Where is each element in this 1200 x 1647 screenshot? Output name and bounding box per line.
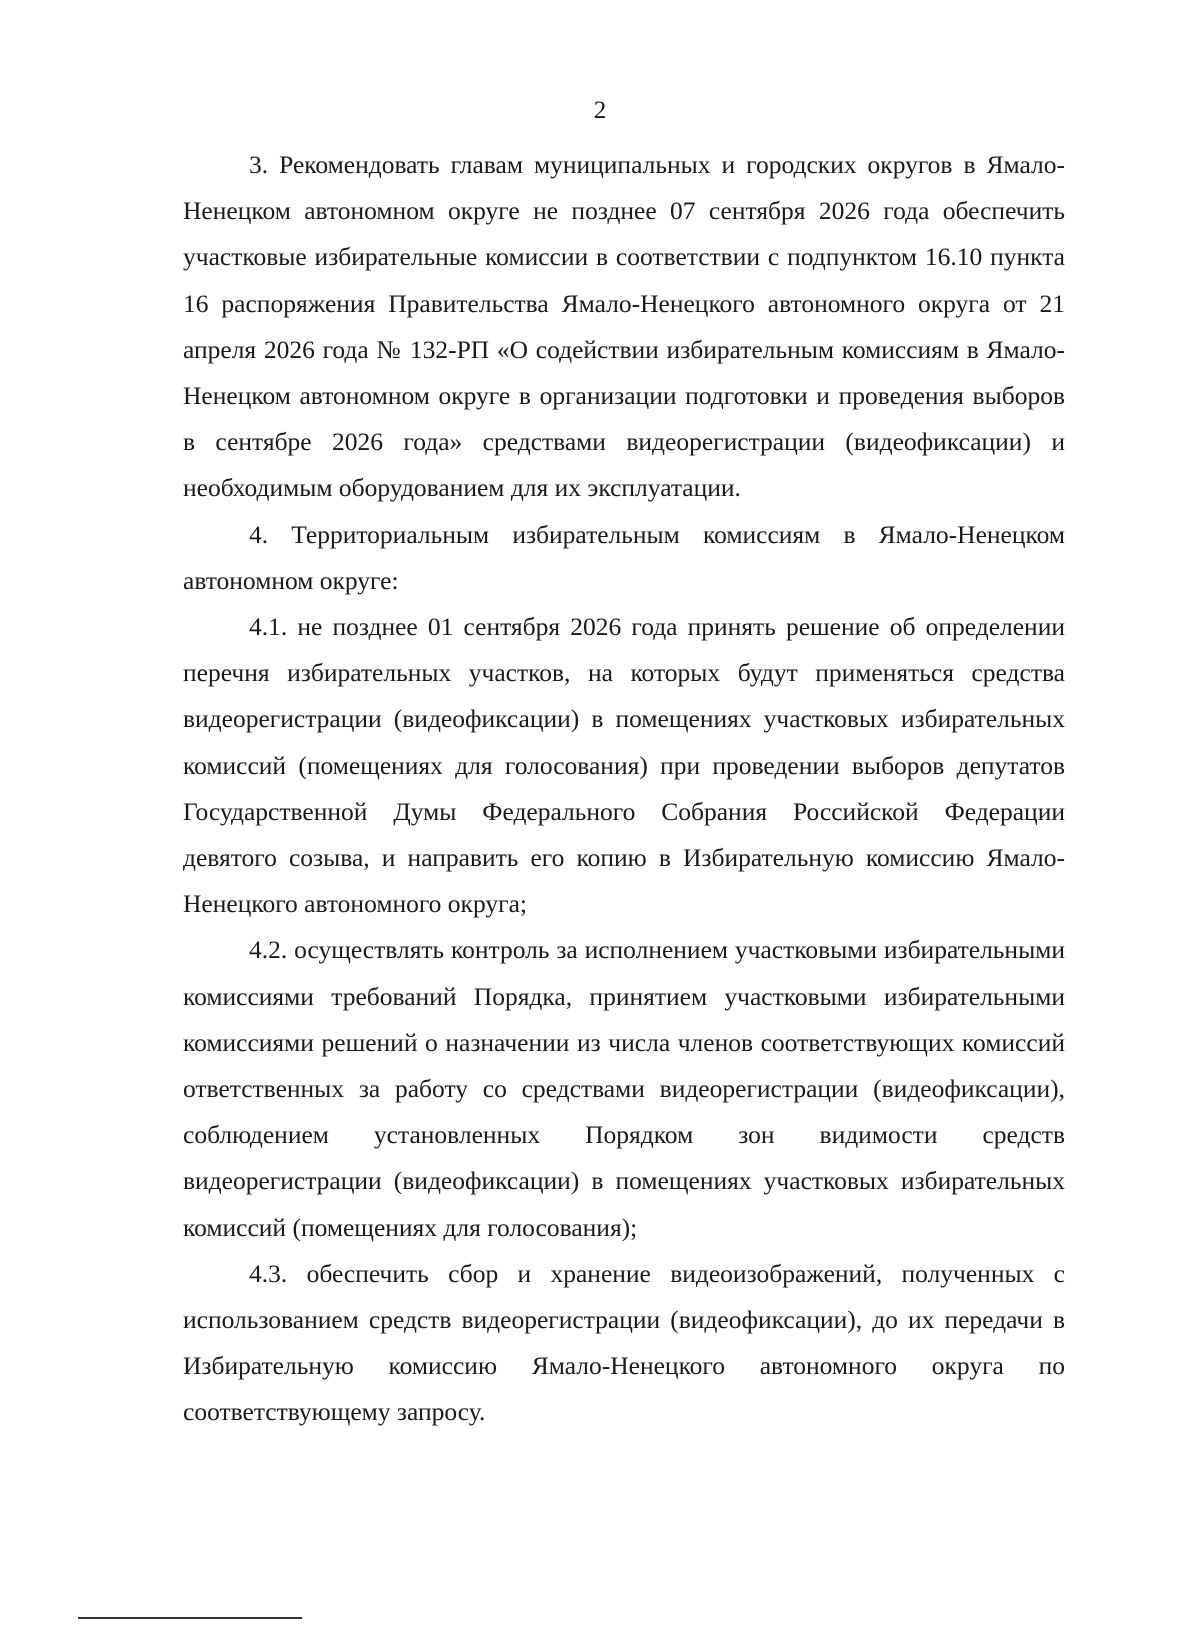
- paragraph-4-3: 4.3. обеспечить сбор и хранение видеоизображений, полученных с использованием средств видеорегистрации (видеофиксации), до их передачи в Избирательную комиссию Ямало-Ненецкого автономного округа по соответствующему запросу.: [183, 1258, 1065, 1427]
- document-body: [183, 142, 1065, 1436]
- paragraph-3: 3. Рекомендовать главам муниципальных и городских округов в Ямало-Ненецком автономном округе не позднее 07 сентября 2026 года обеспечить участковые избирательные комиссии в соответствии с подпунктом 16.10 пункта 16 распоряжения Правительства Ямало-Ненецкого автономного округа от 21 апреля 2026 года № 132-РП «О содействии избирательным комиссиям в Ямало-Ненецком автономном округе в организации подготовки и проведения выборов в сентябре 2026 года» средствами видеорегистрации (видеофиксации) и необходимым оборудованием для их эксплуатации.: [183, 150, 1065, 503]
- page-number: 2: [593, 97, 607, 124]
- paragraph-4-2: 4.2. осуществлять контроль за исполнением участковыми избирательными комиссиями требований Порядка, принятием участковыми избирательными комиссиями решений о назначении из числа членов соответствующих комиссий ответственных за работу со средствами видеорегистрации (видеофиксации), соблюдением установленных Порядком зон видимости средств видеорегистрации (видеофиксации) в помещениях участковых избирательных комиссий (помещениях для голосования);: [183, 935, 1065, 1242]
- paragraph-4-1: 4.1. не позднее 01 сентября 2026 года принять решение об определении перечня избирательных участков, на которых будут применяться средства видеорегистрации (видеофиксации) в помещениях участковых избирательных комиссий (помещениях для голосования) при проведении выборов депутатов Государственной Думы Федерального Собрания Российской Федерации девятого созыва, и направить его копию в Избирательную комиссию Ямало-Ненецкого автономного округа;: [183, 612, 1065, 919]
- footnote-divider: [78, 1617, 302, 1619]
- paragraph-4: 4. Территориальным избирательным комиссиям в Ямало-Ненецком автономном округе:: [183, 519, 1065, 595]
